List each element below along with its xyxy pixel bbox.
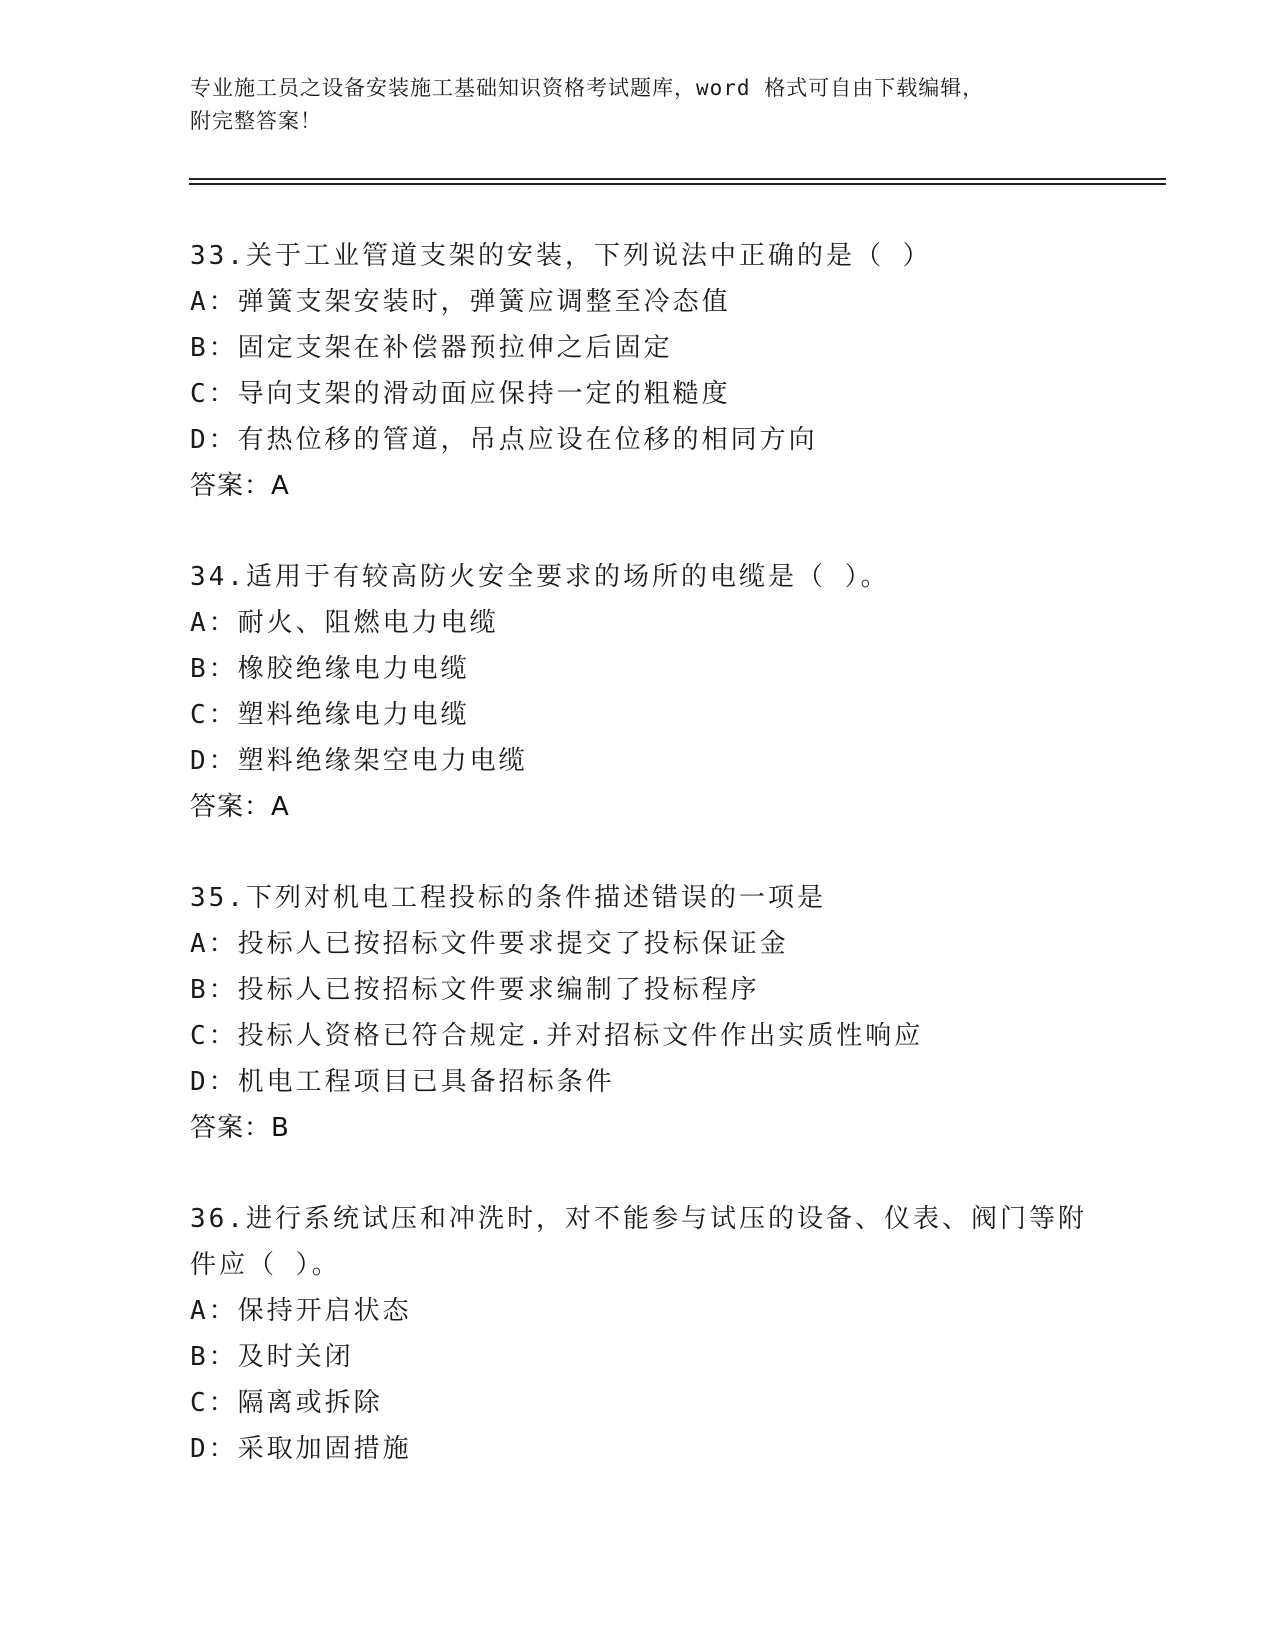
option-c: C：隔离或拆除: [190, 1388, 383, 1418]
option-d: D：采取加固措施: [190, 1434, 412, 1464]
question-36: [190, 1196, 1110, 1472]
option-c: C：投标人资格已符合规定.并对招标文件作出实质性响应: [190, 1021, 924, 1051]
option-c: C：塑料绝缘电力电缆: [190, 700, 470, 730]
question-34: [190, 554, 1110, 830]
option-a: A：耐火、阻燃电力电缆: [190, 608, 499, 638]
option-b: B：及时关闭: [190, 1342, 354, 1372]
header-line-2: 附完整答案！: [190, 109, 322, 133]
document-header: [190, 72, 1090, 138]
option-d: D：塑料绝缘架空电力电缆: [190, 746, 528, 776]
question-33: [190, 233, 1110, 509]
question-35: [190, 875, 1110, 1151]
answer: 答案：B: [190, 1113, 290, 1143]
question-stem: 34.适用于有较高防火安全要求的场所的电缆是（ ）。: [190, 562, 890, 592]
question-stem-line-1: 36.进行系统试压和冲洗时，对不能参与试压的设备、仪表、阀门等附: [190, 1204, 1087, 1234]
option-b: B：橡胶绝缘电力电缆: [190, 654, 470, 684]
header-divider-top: [189, 178, 1166, 180]
option-a: A：弹簧支架安装时，弹簧应调整至冷态值: [190, 287, 731, 317]
header-divider-bottom: [189, 183, 1166, 185]
option-c: C：导向支架的滑动面应保持一定的粗糙度: [190, 379, 731, 409]
option-a: A：保持开启状态: [190, 1296, 412, 1326]
question-stem: 33.关于工业管道支架的安装，下列说法中正确的是（ ）: [190, 241, 932, 271]
option-b: B：固定支架在补偿器预拉伸之后固定: [190, 333, 673, 363]
option-d: D：机电工程项目已具备招标条件: [190, 1067, 615, 1097]
question-stem-line-2: 件应（ ）。: [190, 1250, 341, 1280]
question-stem: 35.下列对机电工程投标的条件描述错误的一项是: [190, 883, 826, 913]
option-b: B：投标人已按招标文件要求编制了投标程序: [190, 975, 760, 1005]
answer: 答案：A: [190, 471, 290, 501]
answer: 答案：A: [190, 792, 290, 822]
header-line-1: 专业施工员之设备安装施工基础知识资格考试题库，word 格式可自由下载编辑，: [190, 76, 985, 100]
option-d: D：有热位移的管道，吊点应设在位移的相同方向: [190, 425, 818, 455]
option-a: A：投标人已按招标文件要求提交了投标保证金: [190, 929, 789, 959]
